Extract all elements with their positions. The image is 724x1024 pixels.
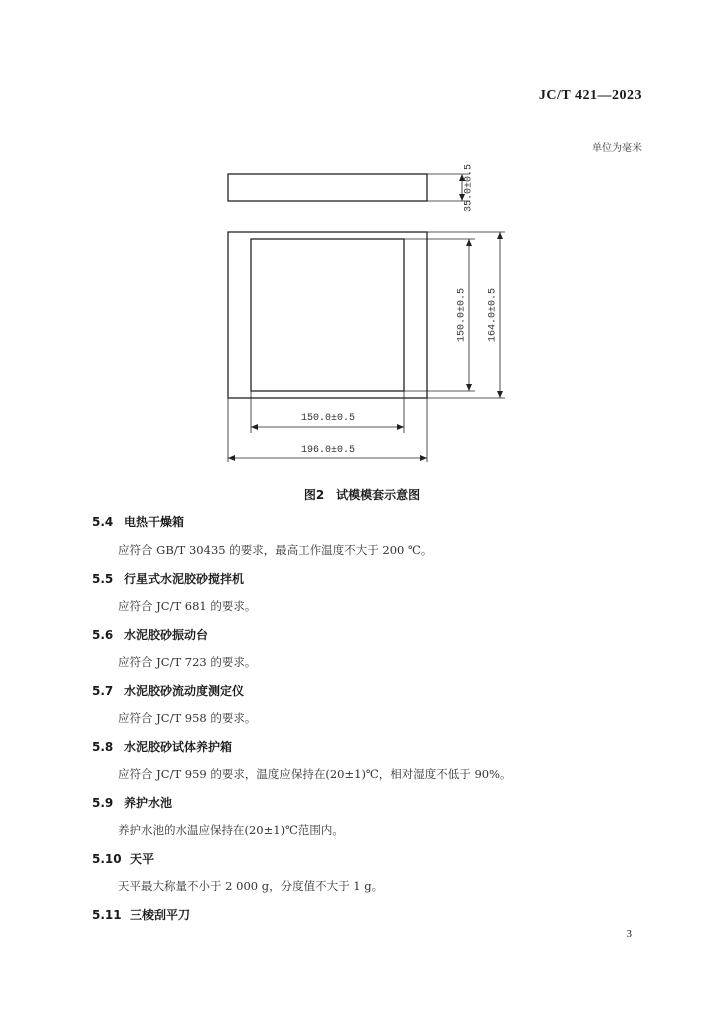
section-number: 5.5 — [92, 572, 114, 586]
section-number: 5.9 — [92, 796, 114, 810]
section-number: 5.4 — [92, 515, 114, 529]
outer-frame — [228, 232, 427, 398]
section-heading-5-5 — [92, 570, 244, 587]
inner-height-label: 150.0±0.5 — [456, 287, 468, 343]
section-heading-5-7 — [92, 682, 244, 699]
section-heading-5-8 — [92, 738, 232, 755]
section-title: 行星式水泥胶砂搅拌机 — [124, 572, 245, 586]
section-heading-5-6 — [92, 626, 208, 643]
section-heading-5-11 — [92, 906, 190, 923]
section-heading-5-9 — [92, 794, 172, 811]
section-heading-5-10 — [92, 850, 154, 867]
section-body-5-9: 养护水池的水温应保持在(20±1)℃范围内。 — [118, 823, 344, 837]
outer-height-label: 164.0±0.5 — [487, 287, 499, 343]
section-body-5-7: 应符合 JC/T 958 的要求。 — [118, 711, 257, 725]
section-number: 5.10 — [92, 852, 122, 866]
section-title: 养护水池 — [124, 796, 173, 810]
section-body-5-6: 应符合 JC/T 723 的要求。 — [118, 655, 257, 669]
section-body-5-5: 应符合 JC/T 681 的要求。 — [118, 599, 257, 613]
side-strip — [228, 174, 427, 201]
section-title: 天平 — [130, 852, 155, 866]
mold-sleeve-diagram — [0, 150, 724, 470]
mold-sleeve-figure — [0, 150, 724, 470]
section-number: 5.7 — [92, 684, 114, 698]
outer-width-label: 196.0±0.5 — [300, 445, 356, 456]
section-number: 5.8 — [92, 740, 114, 754]
section-number: 5.11 — [92, 908, 122, 922]
inner-opening — [251, 239, 404, 391]
page-number: 3 — [626, 928, 632, 940]
figure-caption: 图2 试模模套示意图 — [303, 488, 421, 502]
inner-width-label: 150.0±0.5 — [300, 413, 356, 424]
standard-code: JC/T 421—2023 — [538, 88, 642, 103]
strip-height-label: 35.0±0.5 — [463, 163, 475, 213]
section-title: 水泥胶砂振动台 — [124, 628, 209, 642]
section-body-5-4: 应符合 GB/T 30435 的要求，最高工作温度不大于 200 ℃。 — [118, 543, 433, 557]
section-title: 水泥胶砂流动度测定仪 — [124, 684, 245, 698]
section-body-5-10: 天平最大称量不小于 2 000 g，分度值不大于 1 g。 — [118, 879, 384, 893]
section-title: 三棱刮平刀 — [130, 908, 191, 922]
unit-note: 单位为毫米 — [592, 143, 642, 154]
section-title: 电热干燥箱 — [124, 515, 185, 529]
section-heading-5-4 — [92, 513, 184, 530]
section-body-5-8: 应符合 JC/T 959 的要求，温度应保持在(20±1)℃，相对湿度不低于 90%。 — [118, 767, 512, 781]
section-number: 5.6 — [92, 628, 114, 642]
section-title: 水泥胶砂试体养护箱 — [124, 740, 233, 754]
